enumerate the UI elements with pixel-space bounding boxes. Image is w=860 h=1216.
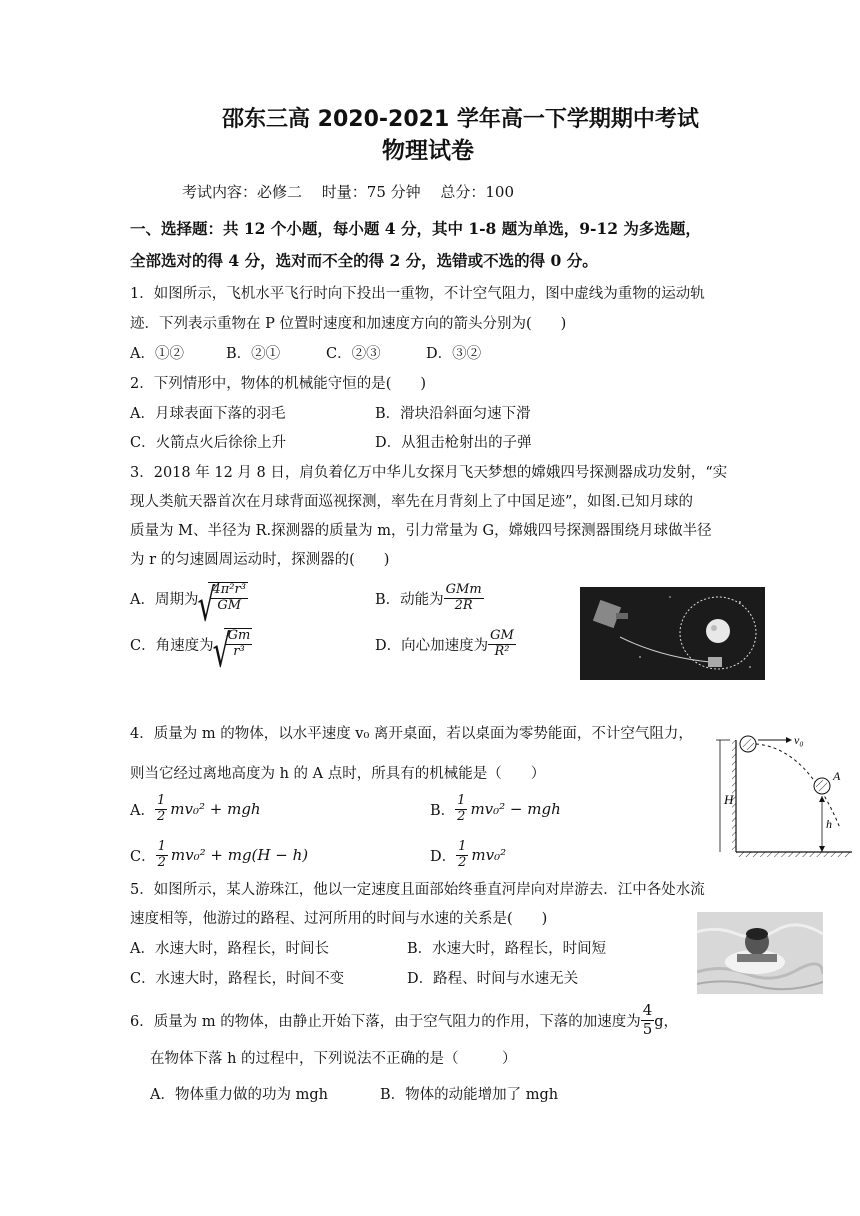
q3-option-d-label: D．向心加速度为 (375, 637, 489, 654)
q5-line2: 速度相等，他游过的路程、过河所用的时间与水速的关系是( ) (130, 911, 548, 927)
q1-option-c: C．②③ (326, 346, 381, 362)
q1-option-d: D．③② (426, 346, 482, 362)
q1-option-b: B．②① (226, 346, 281, 362)
q3-option-d (375, 624, 516, 664)
q2-option-c: C．火箭点火后徐徐上升 (130, 435, 287, 451)
q4-half-d (456, 840, 468, 871)
q4-half-d-num: 1 (458, 838, 467, 854)
q2-stem: 2．下列情形中，物体的机械能守恒的是( ) (130, 376, 427, 392)
q5-line1: 5．如图所示，某人游珠江，他以一定速度且面部始终垂直河岸向对岸游去．江中各处水流 (130, 882, 705, 898)
q6-line2: 在物体下落 h 的过程中，下列说法不正确的是（ ） (150, 1051, 517, 1067)
section1-line2: 全部选对的得 4 分，选对而不全的得 2 分，选错或不选的得 0 分。 (130, 251, 598, 270)
q3-option-a-num: √ 4π²r³ (212, 582, 246, 598)
projectile-diagram (712, 728, 852, 860)
q3-option-a (130, 578, 248, 618)
exam-info: 考试内容：必修二 时量：75 分钟 总分：100 (182, 183, 515, 201)
q3-option-a-frac (210, 583, 247, 614)
q3-option-b (375, 578, 484, 618)
q4-option-b (430, 788, 561, 830)
q6-line1-text: 6．质量为 m 的物体，由静止开始下落，由于空气阻力的作用，下落的加速度为 (130, 1013, 641, 1030)
q3-line3: 质量为 M、半径为 R.探测器的质量为 m，引力常量为 G，嫦娥四号探测器围绕月球做半径 (130, 523, 712, 539)
swimmer-photo (697, 912, 823, 994)
q4-option-c-label: C． (130, 848, 156, 865)
q4-option-a-expr: mv₀² + mgh (170, 800, 261, 818)
q4-line1: 4．质量为 m 的物体，以水平速度 v₀ 离开桌面，若以桌面为零势能面，不计空气阻力， (130, 726, 693, 742)
q4-half-b-den: 2 (457, 808, 466, 824)
q4-option-a-label: A． (130, 802, 155, 819)
q4-half-c-den: 2 (157, 854, 166, 870)
q5-option-c: C．水速大时，路程长，时间不变 (130, 971, 345, 987)
q3-option-c-sqrt (224, 628, 253, 660)
fig-H-label: H (724, 792, 734, 807)
q3-line4: 为 r 的匀速圆周运动时，探测器的( ) (130, 552, 390, 568)
fig-h-label: h (826, 817, 832, 831)
q2-option-d: D．从狙击枪射出的子弹 (375, 435, 532, 451)
exam-title-line1: 邵东三高 2020-2021 学年高一下学期期中考试 (222, 107, 699, 132)
q4-half-a-num: 1 (156, 792, 166, 808)
q3-option-b-num: GMm (445, 581, 482, 597)
lunar-orbit-photo (580, 587, 765, 680)
q4-half-a (155, 794, 167, 825)
fig-A-label: A (833, 769, 841, 783)
q6-option-a: A．物体重力做的功为 mgh (150, 1087, 328, 1103)
fig-v0-label: v₀ (794, 733, 804, 747)
q3-option-a-label: A．周期为 (130, 591, 199, 608)
q4-line2: 则当它经过离地高度为 h 的 A 点时，所具有的机械能是（ ） (130, 766, 546, 782)
q3-option-b-label: B．动能为 (375, 591, 444, 608)
q4-option-d-label: D． (430, 848, 457, 865)
exam-title-line2: 物理试卷 (382, 138, 474, 164)
q4-option-c-expr: mv₀² + mg(H − h) (170, 846, 309, 864)
q3-option-d-frac (488, 629, 516, 660)
q4-option-b-label: B． (430, 802, 456, 819)
q4-option-d (430, 834, 506, 876)
q4-half-a-den: 2 (156, 808, 166, 824)
q3-option-c-den: r³ (233, 644, 245, 659)
q3-line2: 现人类航天器首次在月球背面巡视探测，率先在月背刻上了中国足迹”，如图.已知月球的 (130, 494, 694, 510)
q4-half-b (455, 794, 467, 825)
q3-option-b-frac (444, 583, 484, 614)
q3-option-c-frac (226, 629, 253, 660)
q5-option-b: B．水速大时，路程长，时间短 (407, 941, 607, 957)
q2-option-b: B．滑块沿斜面匀速下滑 (375, 406, 531, 422)
q1-line2: 迹．下列表示重物在 P 位置时速度和加速度方向的箭头分别为( ) (130, 316, 567, 332)
q6-option-b: B．物体的动能增加了 mgh (380, 1087, 559, 1103)
q5-option-d: D．路程、时间与水速无关 (407, 971, 579, 987)
q6-line1 (130, 1000, 678, 1040)
q4-half-b-num: 1 (457, 792, 466, 808)
q3-option-b-den: 2R (454, 597, 473, 613)
q3-option-c (130, 624, 252, 664)
section1-line1: 一、选择题：共 12 个小题，每小题 4 分，其中 1-8 题为单选，9-12 为多选题， (130, 219, 701, 238)
q3-option-a-den: GM (217, 598, 242, 613)
q5-option-a: A．水速大时，路程长，时间长 (130, 941, 329, 957)
q4-half-c (156, 840, 168, 871)
q4-option-d-expr: mv₀² (471, 846, 507, 864)
q3-option-c-num: √ Gm (227, 628, 251, 644)
q4-option-b-expr: mv₀² − mgh (470, 800, 561, 818)
q6-line1-tail: g， (654, 1013, 679, 1030)
q3-option-a-sqrt (208, 582, 247, 614)
q4-half-d-den: 2 (458, 854, 467, 870)
q4-option-c (130, 834, 308, 876)
q3-option-d-den: R² (494, 643, 510, 659)
q6-accel-frac (641, 1002, 655, 1038)
q2-option-a: A．月球表面下落的羽毛 (130, 406, 286, 422)
q4-option-a (130, 788, 261, 830)
q3-line1: 3．2018 年 12 月 8 日，肩负着亿万中华儿女探月飞天梦想的嫦娥四号探测器成功发射，“实 (130, 465, 728, 481)
q6-frac-den: 5 (642, 1019, 653, 1038)
q4-half-c-num: 1 (157, 838, 166, 854)
q3-option-c-label: C．角速度为 (130, 637, 214, 654)
q1-line1: 1．如图所示，飞机水平飞行时向下投出一重物，不计空气阻力，图中虚线为重物的运动轨 (130, 286, 705, 302)
q6-frac-num: 4 (642, 1001, 653, 1020)
q1-option-a: A．①② (130, 346, 184, 362)
q3-option-d-num: GM (490, 627, 514, 643)
